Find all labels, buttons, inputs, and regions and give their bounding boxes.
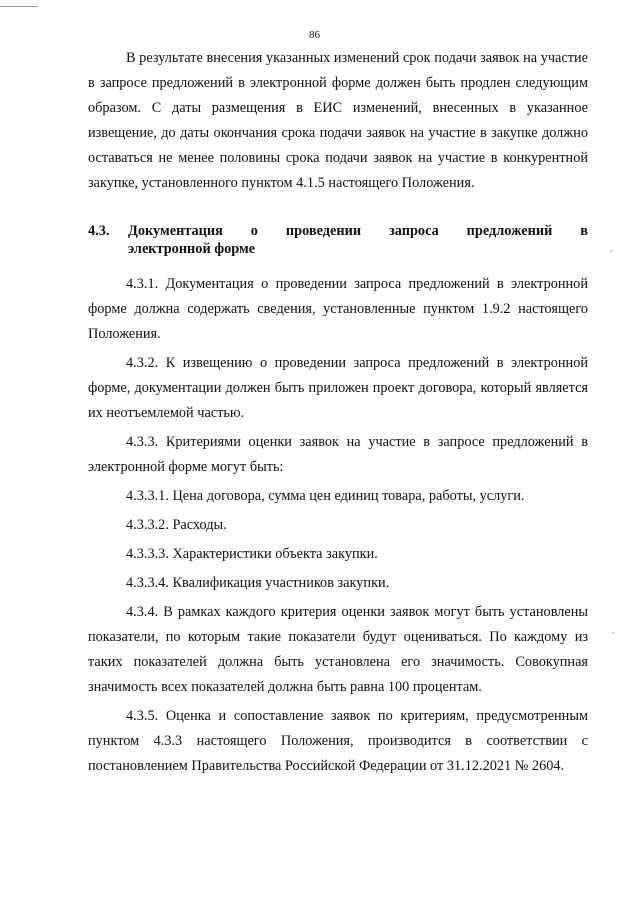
paragraph-4-3-4: 4.3.4. В рамках каждого критерия оценки заявок могут быть установлены показатели, по которым такие показатели будут оцениваться. По каждому из таких показателей должна быть установлена его значимость. Совокупная значимость всех показателей должна быть равна 100 процентам.: [88, 604, 588, 695]
paragraph-4-3-2: 4.3.2. К извещению о проведении запроса предложений в электронной форме, документации должен быть приложен проект договора, который является их неотъемлемой частью.: [88, 355, 588, 421]
paragraph-4-3-1: 4.3.1. Документация о проведении запроса предложений в электронной форме должна содержать сведения, установленные пунктом 1.9.2 настоящего Положения.: [88, 276, 588, 342]
document-body: [88, 46, 588, 779]
section-title-line-1: Документация о проведении запроса предложений в: [128, 223, 588, 239]
page-number: 86: [309, 29, 320, 41]
section-heading: [88, 222, 588, 258]
section-number: 4.3.: [88, 223, 110, 239]
paragraph-4-3-3-4: 4.3.3.4. Квалификация участников закупки.: [126, 575, 390, 591]
paragraph-4-3-3: 4.3.3. Критериями оценки заявок на участие в запросе предложений в электронной форме могут быть:: [88, 434, 588, 475]
intro-paragraph: В результате внесения указанных изменений срок подачи заявок на участие в запросе предложений в электронной форме должен быть продлен следующим образом. С даты размещения в ЕИС изменений, внесенных в указанное извещение, до даты окончания срока подачи заявок на участие в закупке должно оставаться не менее половины срока подачи заявок на участие в конкурентной закупке, установленного пунктом 4.1.5 настоящего Положения.: [88, 50, 588, 191]
section-title-line-2: электронной форме: [128, 241, 256, 257]
scan-speck: [612, 632, 614, 634]
scan-speck: [610, 250, 612, 252]
section-title: [128, 222, 588, 258]
scan-edge-mark: [0, 6, 38, 7]
paragraph-4-3-3-2: 4.3.3.2. Расходы.: [126, 517, 227, 533]
paragraph-4-3-5: 4.3.5. Оценка и сопоставление заявок по критериям, предусмотренным пунктом 4.3.3 настоящего Положения, производится в соответствии с постановлением Правительства Российской Федерации от 31.12.2021 № 2604.: [88, 708, 588, 774]
paragraph-4-3-3-3: 4.3.3.3. Характеристики объекта закупки.: [126, 546, 378, 562]
paragraph-4-3-3-1: 4.3.3.1. Цена договора, сумма цен единиц товара, работы, услуги.: [126, 488, 525, 504]
